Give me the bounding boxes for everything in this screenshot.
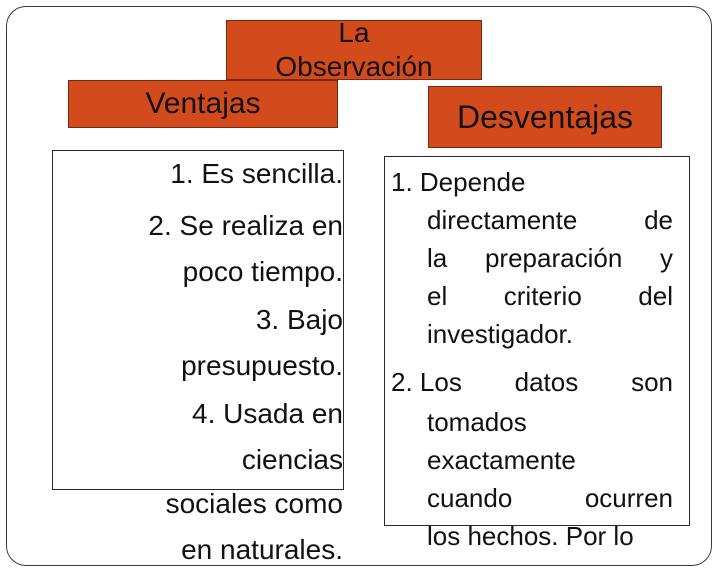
desventajas-item1-line-4: investigador. xyxy=(427,319,573,349)
desventajas-item1-line-2 xyxy=(427,239,673,278)
word: del xyxy=(638,281,673,311)
ventajas-line-2: 2. Se realiza en xyxy=(148,210,343,241)
desventajas-list xyxy=(384,156,690,551)
ventajas-line-3: poco tiempo. xyxy=(182,256,343,287)
word: el xyxy=(427,281,448,311)
word: directamente xyxy=(427,205,578,235)
ventajas-line-7: ciencias xyxy=(241,444,343,475)
word: cuando xyxy=(427,483,513,513)
ventajas-list xyxy=(52,150,344,565)
word: la xyxy=(427,243,448,273)
word: de xyxy=(644,205,673,235)
ventajas-line-8: sociales como xyxy=(165,488,343,519)
desventajas-header xyxy=(428,86,662,148)
desventajas-item2-line-4: los hechos. Por lo xyxy=(427,521,634,551)
word: son xyxy=(631,367,673,397)
desventajas-item1-line-3 xyxy=(427,277,673,316)
title-box xyxy=(226,17,482,82)
desventajas-item2-number xyxy=(391,363,673,402)
desventajas-header-label: Desventajas xyxy=(456,98,634,135)
word: criterio xyxy=(503,281,582,311)
justified-line xyxy=(391,363,673,402)
word: y xyxy=(660,243,673,273)
desventajas-item1-number: 1. Depende xyxy=(391,167,526,197)
ventajas-line-4: 3. Bajo xyxy=(255,304,343,335)
title-line2: Observación xyxy=(275,51,433,82)
justified-line xyxy=(427,479,673,518)
desventajas-item1-line-1 xyxy=(427,201,673,240)
ventajas-header-label: Ventajas xyxy=(145,87,261,120)
desventajas-item2-line-2: exactamente xyxy=(427,445,576,475)
ventajas-line-1: 1. Es sencilla. xyxy=(170,158,343,189)
word: ocurren xyxy=(584,483,673,513)
ventajas-header xyxy=(68,80,338,128)
justified-line xyxy=(427,239,673,278)
justified-line xyxy=(427,201,673,240)
word: preparación xyxy=(484,243,623,273)
desventajas-item2-line-1: tomados xyxy=(427,407,527,437)
word: 2. Los xyxy=(391,367,462,397)
ventajas-line-6: 4. Usada en xyxy=(192,398,343,429)
ventajas-line-5: presupuesto. xyxy=(181,350,343,381)
word: datos xyxy=(514,367,579,397)
title-line1: La xyxy=(338,17,370,48)
ventajas-line-9: en naturales. xyxy=(181,534,343,565)
desventajas-item2-line-3 xyxy=(427,479,673,518)
justified-line xyxy=(427,277,673,316)
